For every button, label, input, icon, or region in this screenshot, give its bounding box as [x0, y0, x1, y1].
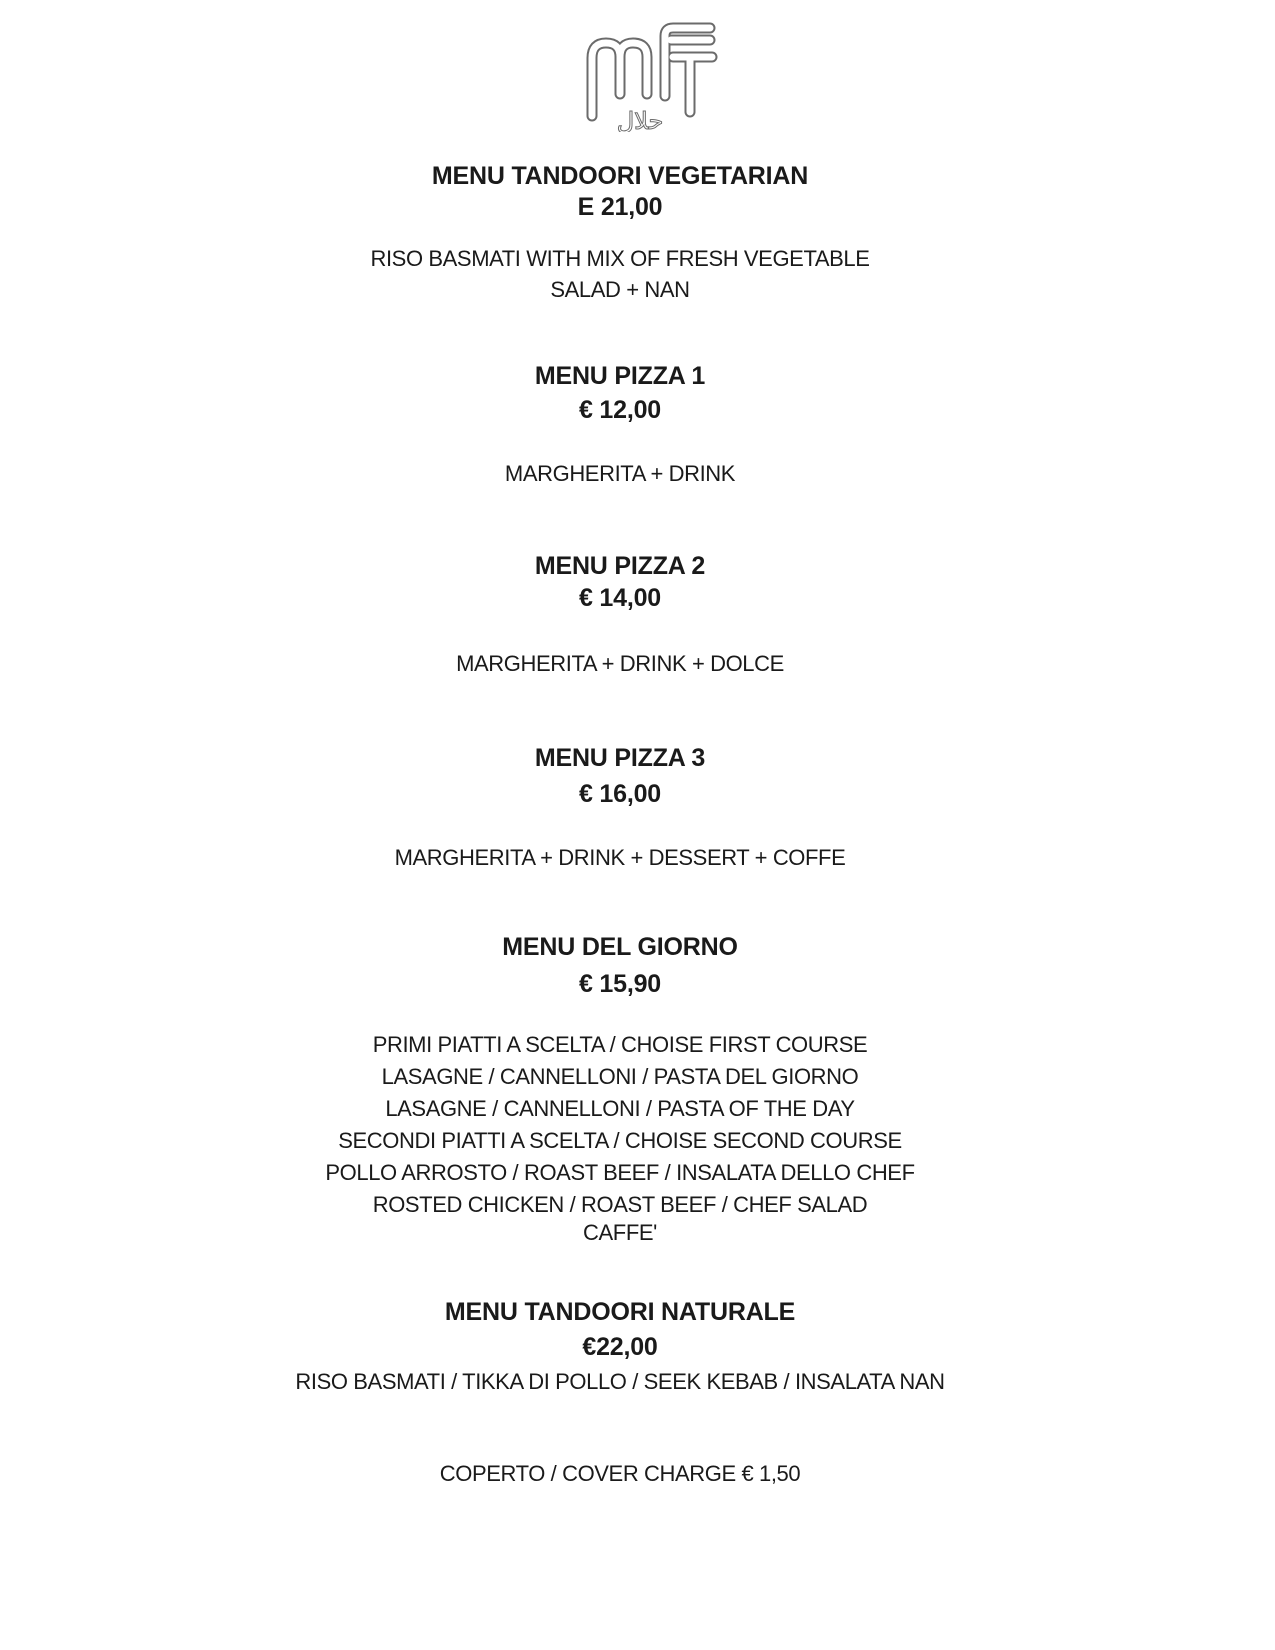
menu-item-line: RISO BASMATI / TIKKA DI POLLO / SEEK KEBAB / INSALATA NAN	[295, 1369, 945, 1394]
menu-section-heading: MENU TANDOORI VEGETARIAN	[431, 162, 809, 190]
menu-section-heading: MENU PIZZA 3	[534, 744, 706, 772]
menu-section-heading: MENU TANDOORI NATURALE	[444, 1298, 796, 1326]
menu-section-price: € 15,90	[578, 970, 661, 998]
menu-item-line: LASAGNE / CANNELLONI / PASTA OF THE DAY	[385, 1096, 855, 1121]
menu-item-line: PRIMI PIATTI A SCELTA / CHOISE FIRST COURSE	[372, 1032, 868, 1057]
menu-item-line: RISO BASMATI WITH MIX OF FRESH VEGETABLE	[370, 246, 870, 271]
menu-section-heading: MENU DEL GIORNO	[502, 933, 738, 961]
menu-item-line: ROSTED CHICKEN / ROAST BEEF / CHEF SALAD	[372, 1192, 868, 1217]
menu-item-line: SALAD + NAN	[550, 277, 690, 302]
menu-item-line: MARGHERITA + DRINK	[504, 461, 736, 486]
menu-section-price: € 12,00	[578, 396, 661, 424]
menu-section-price: E 21,00	[577, 193, 663, 221]
menu-item-line: SECONDI PIATTI A SCELTA / CHOISE SECOND COURSE	[338, 1128, 902, 1153]
menu-item-line: MARGHERITA + DRINK + DOLCE	[456, 651, 784, 676]
logo-arabic-halal: حلال	[616, 107, 664, 132]
menu-section-price: €22,00	[582, 1333, 658, 1361]
menu-section-price: € 14,00	[578, 584, 661, 612]
menu-section-price: € 16,00	[578, 780, 661, 808]
menu-item-line: POLLO ARROSTO / ROAST BEEF / INSALATA DELLO CHEF	[325, 1160, 915, 1185]
menu-item-line: LASAGNE / CANNELLONI / PASTA DEL GIORNO	[381, 1064, 859, 1089]
menu-section-heading: MENU PIZZA 1	[534, 362, 706, 390]
cover-charge-line: COPERTO / COVER CHARGE € 1,50	[439, 1461, 801, 1486]
menu-item-line: MARGHERITA + DRINK + DESSERT + COFFE	[394, 845, 846, 870]
menu-item-line: CAFFE'	[583, 1220, 657, 1245]
menu-section-heading: MENU PIZZA 2	[534, 552, 706, 580]
